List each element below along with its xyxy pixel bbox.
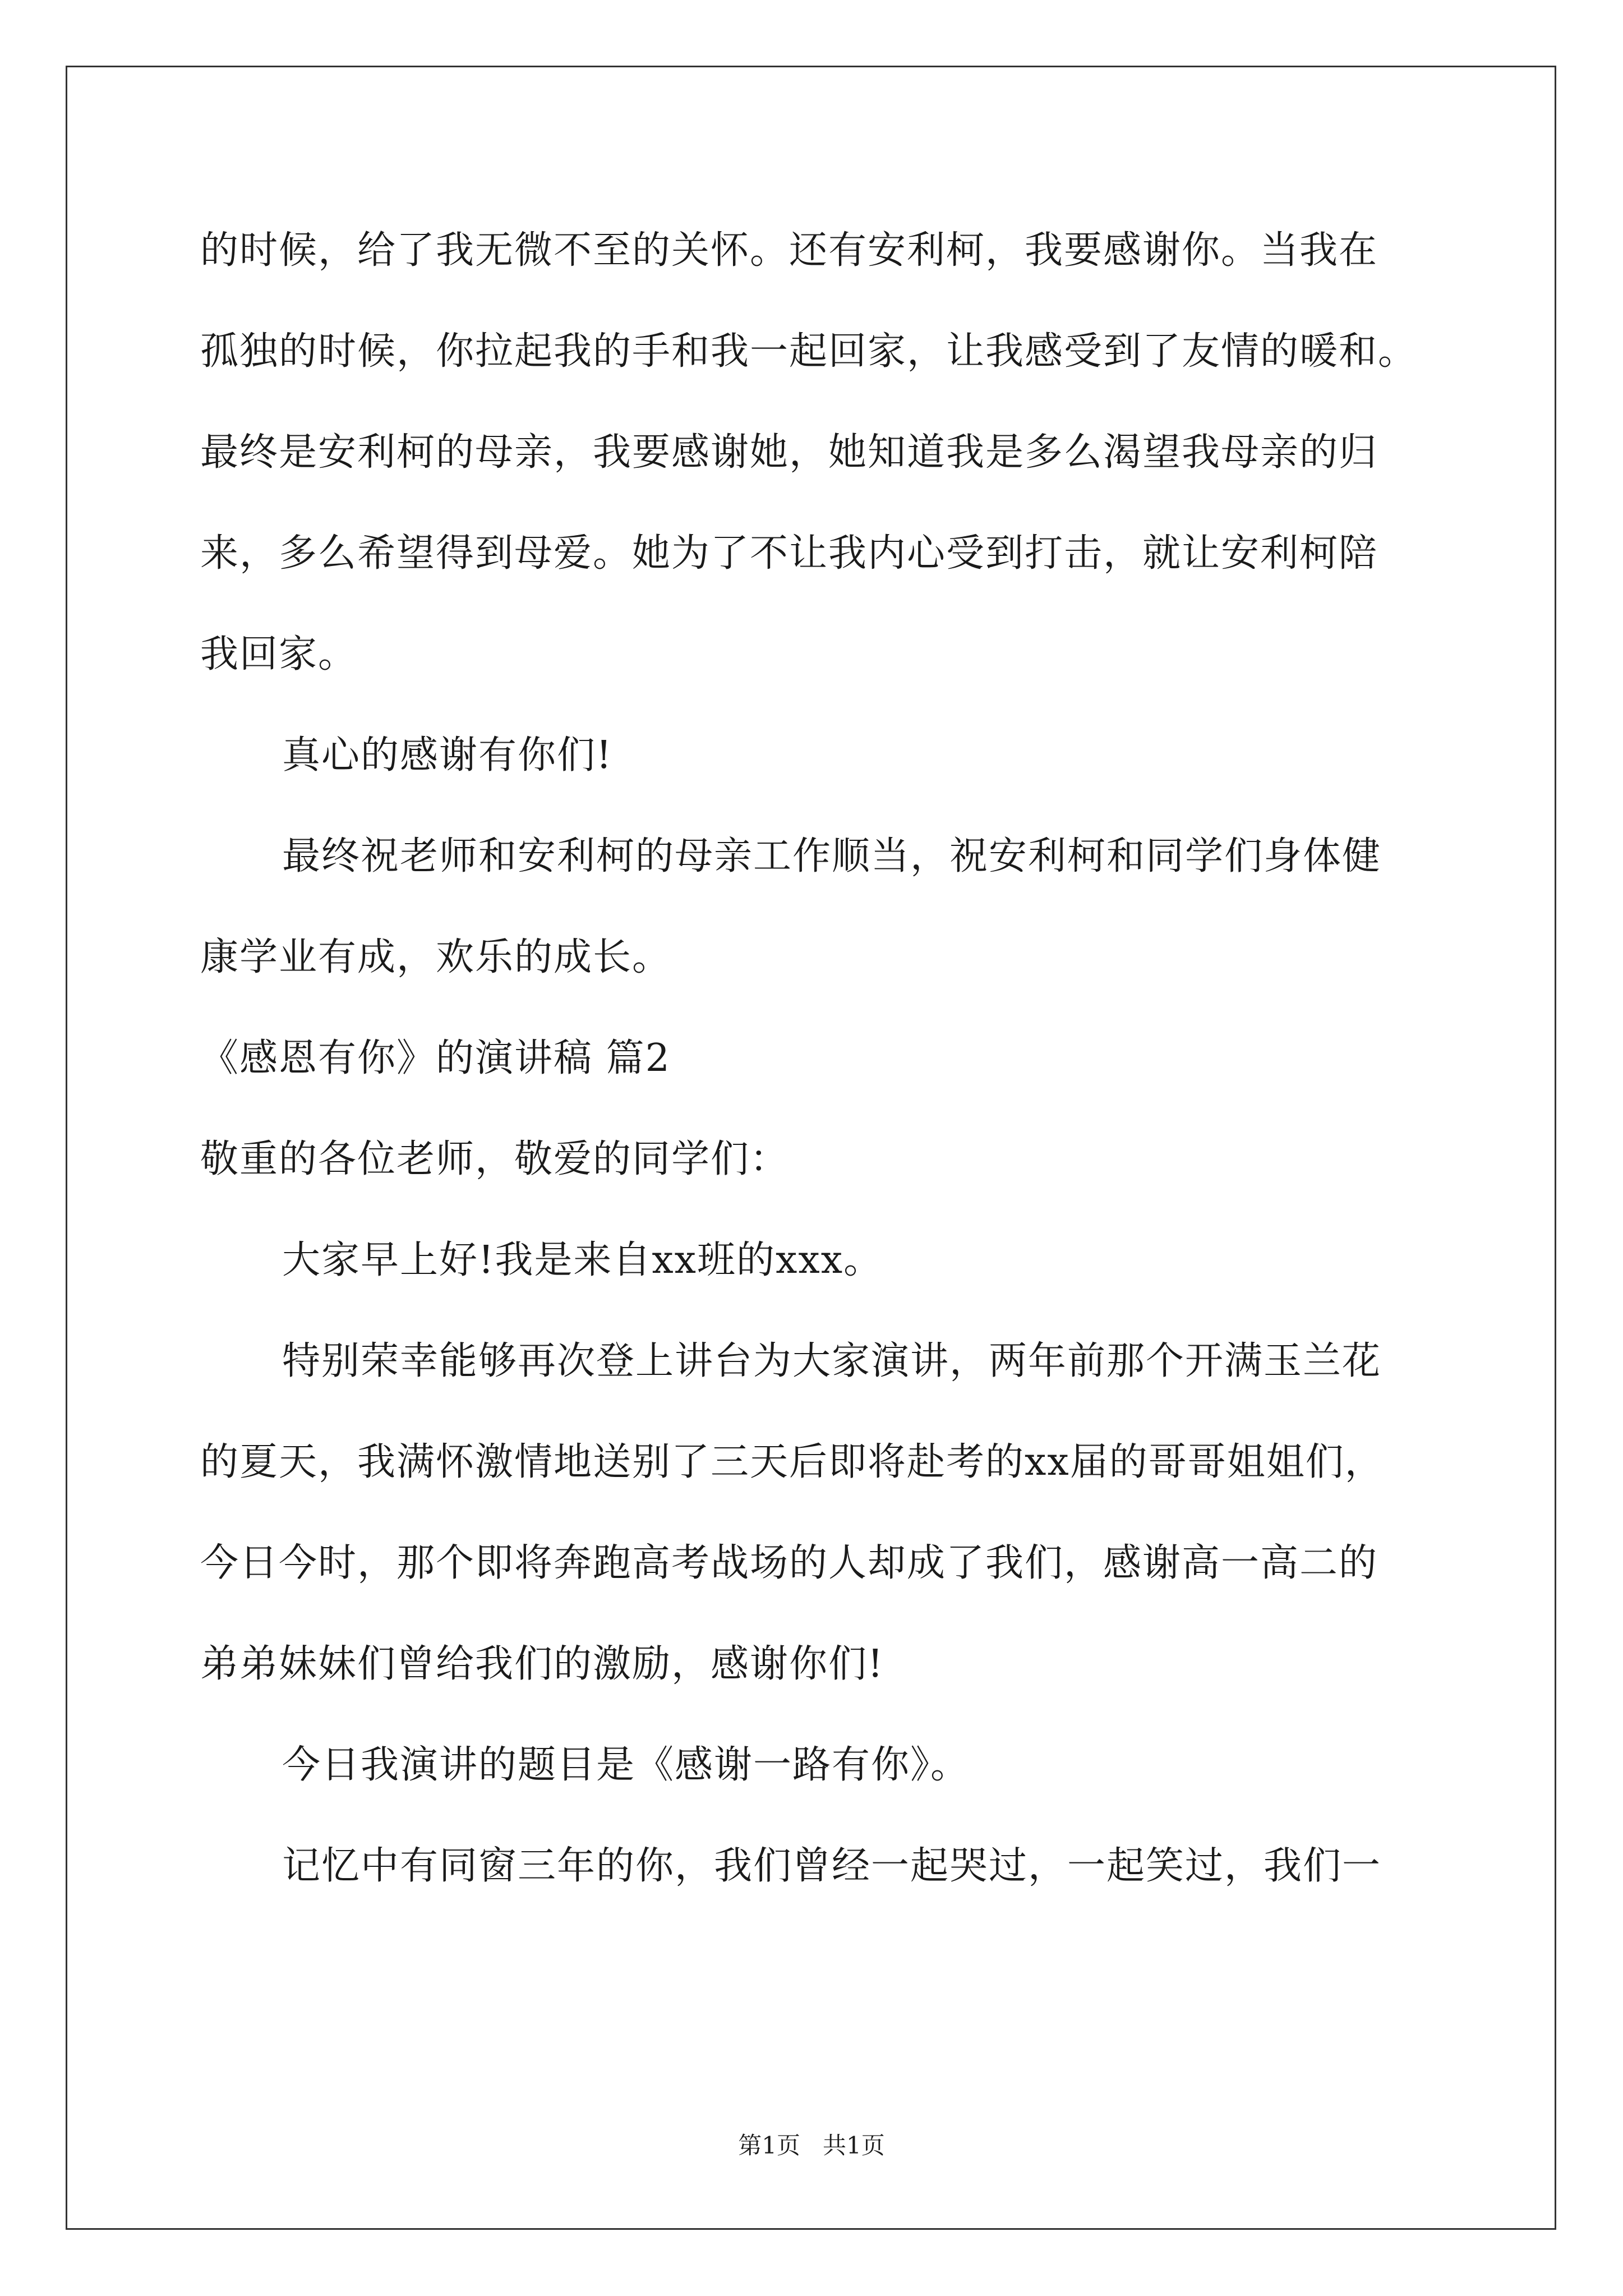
paragraph-line: 最终是安利柯的母亲，我要感谢她，她知道我是多么渴望我母亲的归 (200, 430, 1378, 475)
paragraph-line: 来，多么希望得到母爱。她为了不让我内心受到打击，就让安利柯陪 (200, 531, 1378, 576)
section-heading: 《感恩有你》的演讲稿 篇2 (200, 1036, 671, 1080)
paragraph-line: 今日我演讲的题目是《感谢一路有你》。 (282, 1743, 970, 1787)
paragraph-line: 孤独的时候，你拉起我的手和我一起回家，让我感受到了友情的暖和。 (200, 329, 1418, 374)
paragraph-line: 我回家。 (200, 632, 358, 677)
paragraph-line: 的夏天，我满怀激情地送别了三天后即将赴考的xx届的哥哥姐姐们， (200, 1440, 1384, 1484)
paragraph-line: 最终祝老师和安利柯的母亲工作顺当，祝安利柯和同学们身体健 (282, 834, 1382, 878)
page-footer: 第1页 共1页 (738, 2132, 885, 2159)
paragraph-line: 的时候，给了我无微不至的关怀。还有安利柯，我要感谢你。当我在 (200, 228, 1378, 273)
paragraph-line: 特别荣幸能够再次登上讲台为大家演讲，两年前那个开满玉兰花 (282, 1339, 1382, 1383)
paragraph-line: 康学业有成，欢乐的成长。 (200, 935, 672, 979)
paragraph-line: 弟弟妹妹们曾给我们的激励，感谢你们! (200, 1642, 884, 1686)
salutation: 敬重的各位老师，敬爱的同学们： (200, 1137, 790, 1181)
paragraph-line: 真心的感谢有你们! (282, 733, 613, 777)
paragraph-line: 记忆中有同窗三年的你，我们曾经一起哭过，一起笑过，我们一 (282, 1844, 1382, 1888)
paragraph-line: 大家早上好!我是来自xx班的xxx。 (282, 1238, 883, 1282)
paragraph-line: 今日今时，那个即将奔跑高考战场的人却成了我们，感谢高一高二的 (200, 1541, 1378, 1585)
